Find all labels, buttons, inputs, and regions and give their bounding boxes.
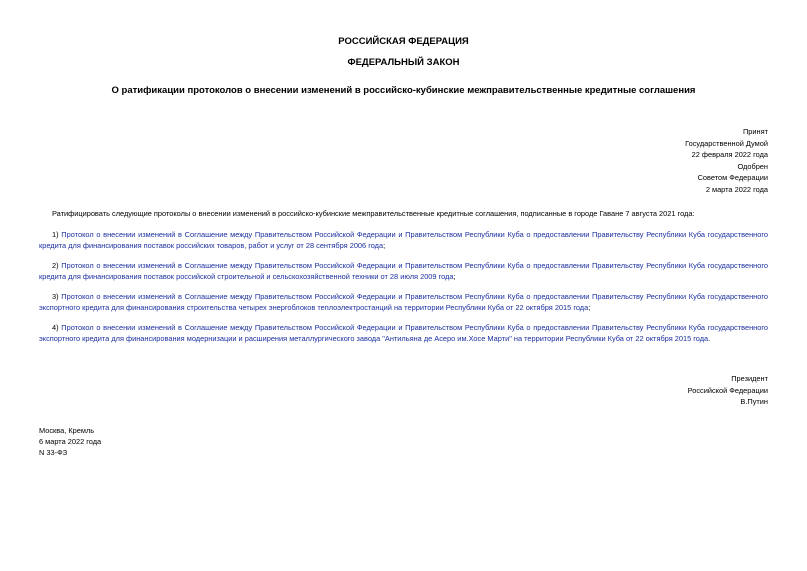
protocol-item-2 xyxy=(39,261,768,282)
item-number: 4) xyxy=(52,323,62,332)
adoption-line: 22 февраля 2022 года xyxy=(691,150,768,159)
signing-place: Москва, Кремль xyxy=(39,426,95,435)
country-heading: РОССИЙСКАЯ ФЕДЕРАЦИЯ xyxy=(338,36,469,47)
item-tail: . xyxy=(708,333,711,343)
signatory-title: Российской Федерации xyxy=(687,385,768,395)
approval-line: 2 марта 2022 года xyxy=(705,184,768,194)
protocol-item-4 xyxy=(39,323,768,344)
adoption-line: Принят xyxy=(742,127,768,136)
protocol-link-1[interactable]: Протокол о внесении изменений в Соглашение между Правительством Российской Федерации и Правительством Республики Куба о предоставлении Правительству Республики Куба государственного кредита для финансирования поставок российских товаров, работ и услуг от 28 сентября 2006 года xyxy=(39,230,769,250)
item-tail: ; xyxy=(588,302,591,312)
law-number: N 33-ФЗ xyxy=(39,448,68,457)
approval-line: Одобрен xyxy=(737,161,768,171)
protocol-item-1 xyxy=(39,230,768,251)
adoption-line: Государственной Думой xyxy=(685,138,768,148)
protocol-link-4[interactable]: Протокол о внесении изменений в Соглашение между Правительством Российской Федерации и Правительством Республики Куба о предоставлении Правительству Республики Куба государственного экспортного кредита для финансирования модернизации и расширения металлургического завода "Антильяна де Асеро им.Хосе Марти" на территории Республики Куба от 22 октября 2015 года xyxy=(39,323,769,343)
signatory-title: Президент xyxy=(731,374,768,383)
item-number: 2) xyxy=(52,261,62,270)
item-tail: ; xyxy=(453,271,456,281)
signature-block xyxy=(688,373,768,408)
adoption-block xyxy=(685,126,768,195)
protocol-item-3 xyxy=(39,292,768,313)
intro-paragraph: Ратифицировать следующие протоколы о внесении изменений в российско-кубинские межправительственные кредитные соглашения, подписанные в городе Гаване 7 августа 2021 года: xyxy=(52,209,695,218)
signatory-name: В.Путин xyxy=(740,397,768,406)
protocol-link-3[interactable]: Протокол о внесении изменений в Соглашение между Правительством Российской Федерации и Правительством Республики Куба о предоставлении Правительству Республики Куба государственного экспортного кредита для финансирования строительства четырех энергоблоков теплоэлектростанций на территории Республики Куба от 22 октября 2015 года xyxy=(39,292,769,312)
law-title: О ратификации протоколов о внесении изменений в российско-кубинские межправительственные кредитные соглашения xyxy=(111,85,696,96)
signing-date: 6 марта 2022 года xyxy=(39,437,102,446)
item-tail: ; xyxy=(383,240,386,250)
item-number: 3) xyxy=(52,292,62,301)
protocol-link-2[interactable]: Протокол о внесении изменений в Соглашение между Правительством Российской Федерации и Правительством Республики Куба о предоставлении Правительству Республики Куба государственного кредита для финансирования поставок российской строительной и сельскохозяйственной техники от 28 июля 2009 года xyxy=(39,261,769,281)
item-number: 1) xyxy=(52,230,62,239)
approval-line: Советом Федерации xyxy=(697,173,768,182)
doc-type-heading: ФЕДЕРАЛЬНЫЙ ЗАКОН xyxy=(347,57,460,68)
footer-block xyxy=(39,425,101,458)
